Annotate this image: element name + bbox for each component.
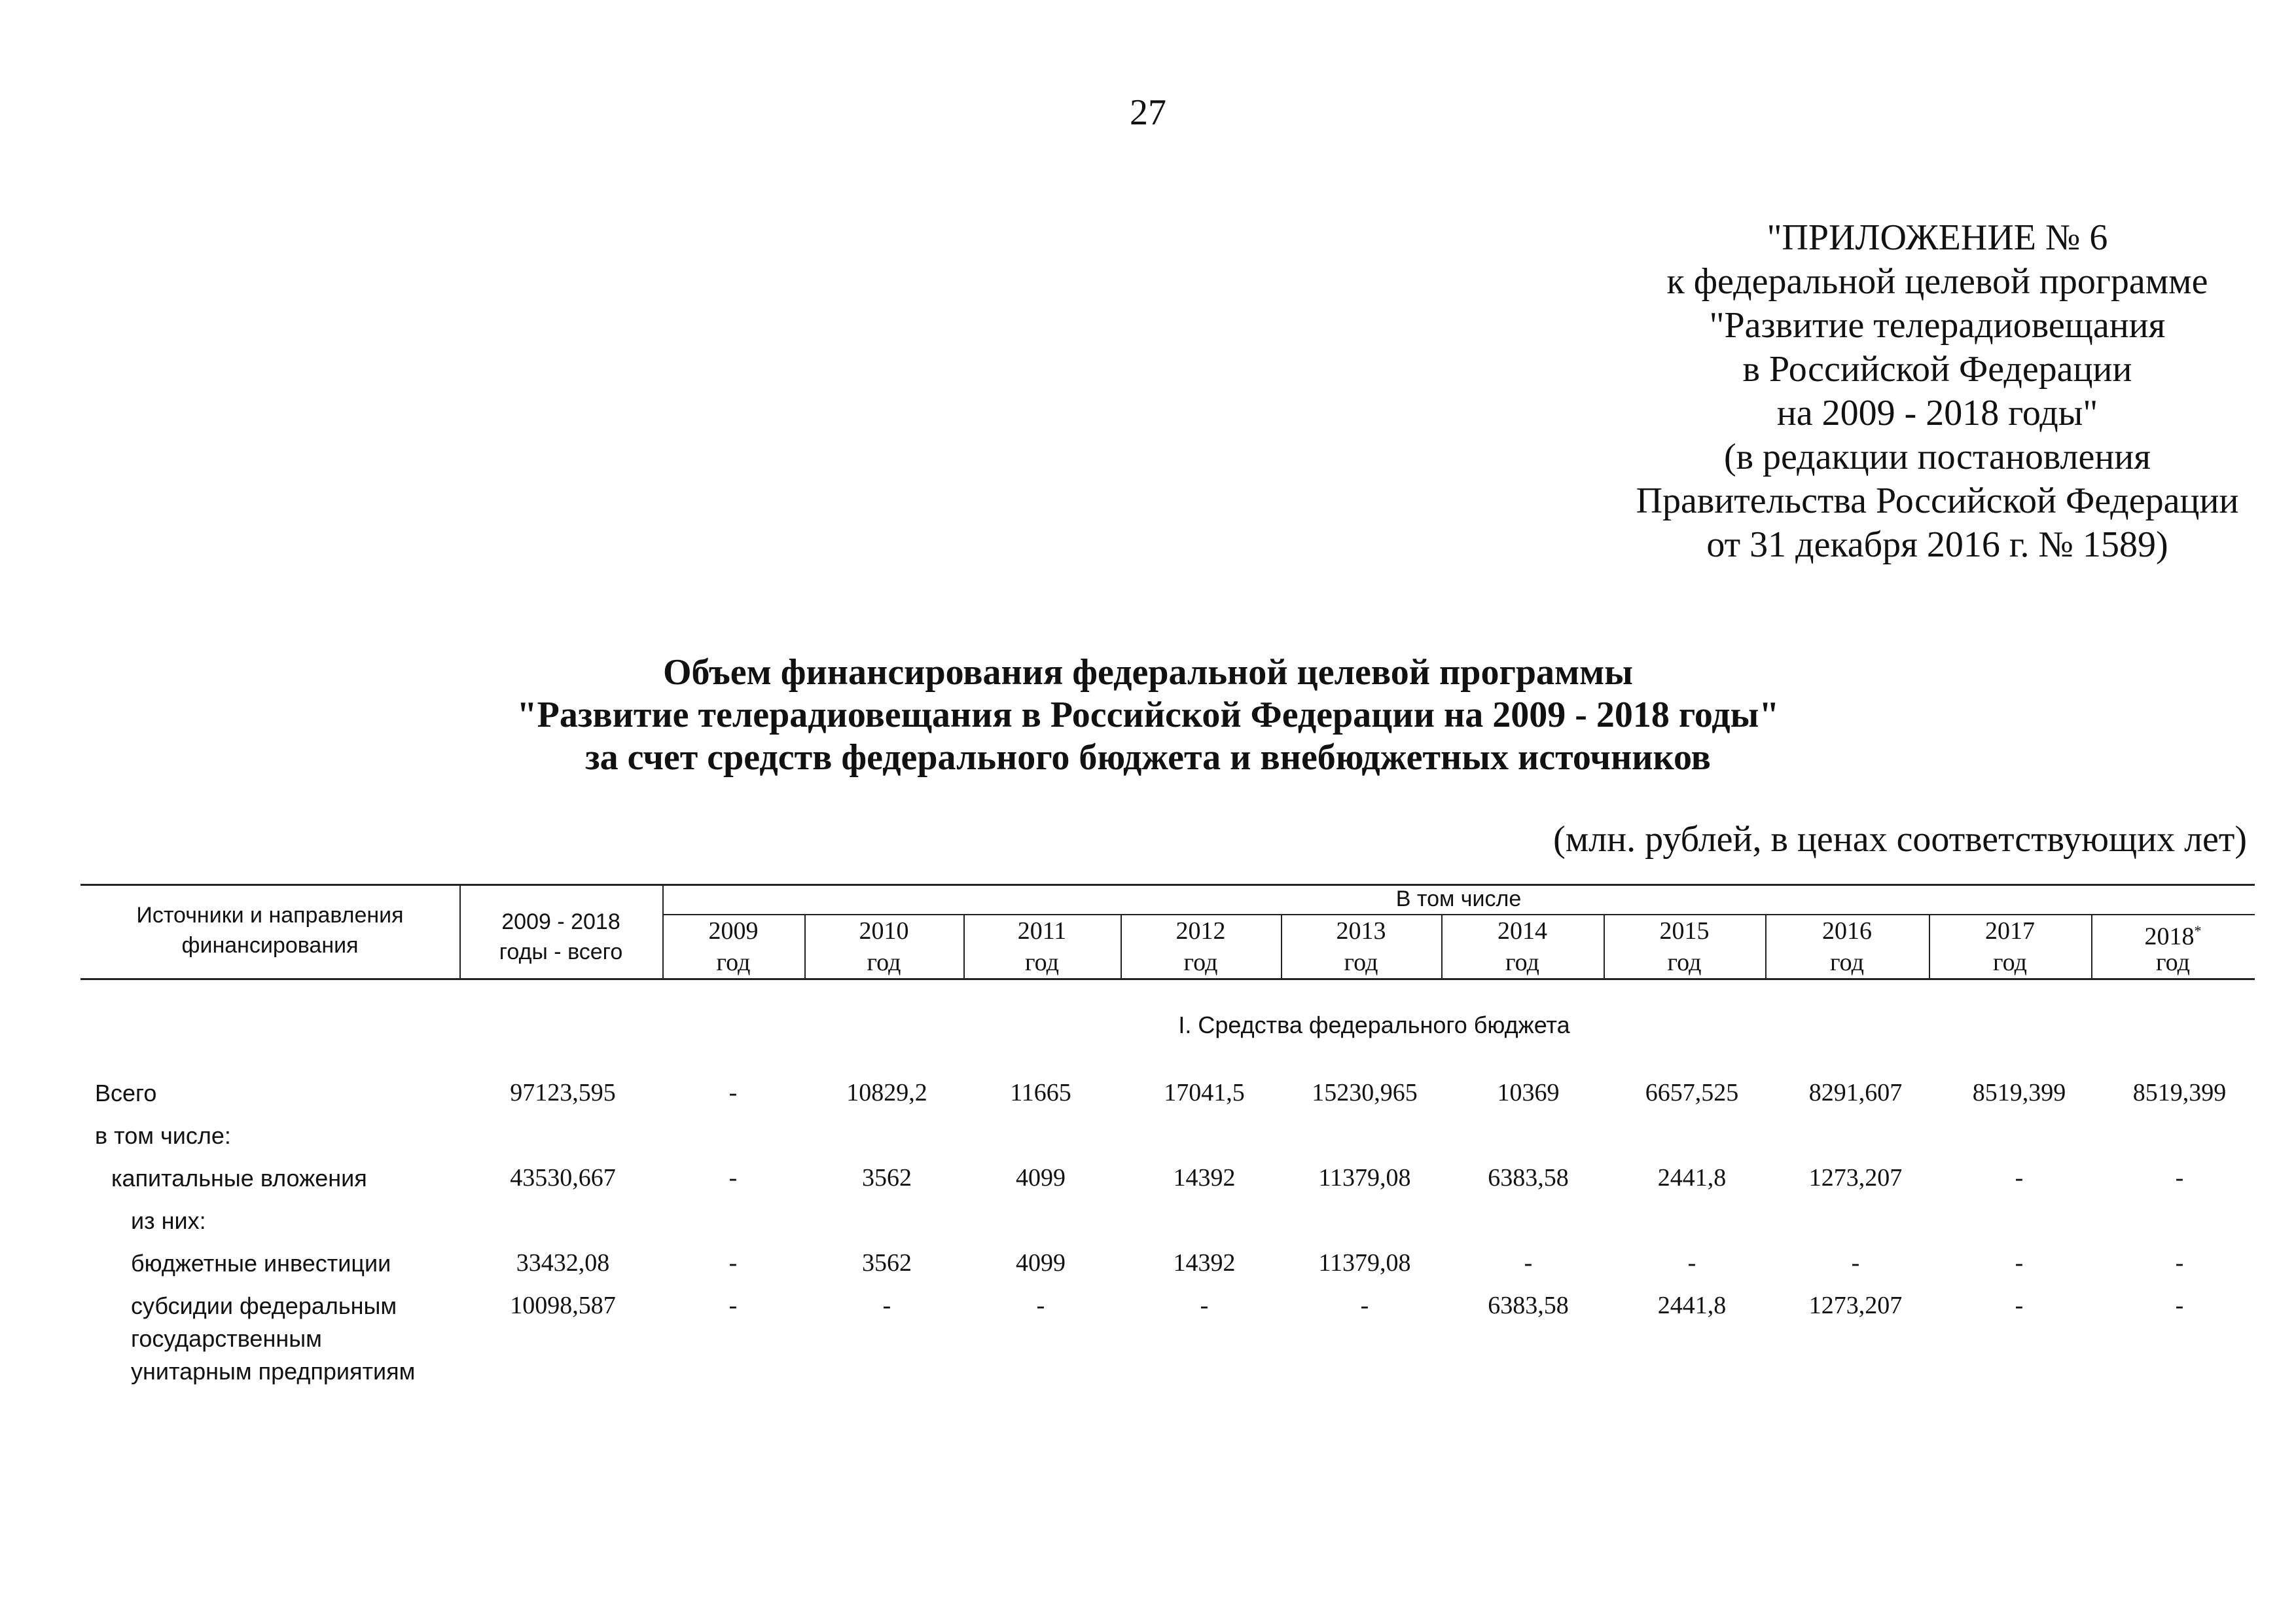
row-label: государственным bbox=[131, 1325, 322, 1352]
year-header-2011: 2011 bbox=[1017, 917, 1067, 945]
row-label: унитарным предприятиям bbox=[131, 1358, 416, 1385]
footnote-mark: * bbox=[2194, 922, 2202, 939]
table-cell: 8519,399 bbox=[1972, 1079, 2066, 1106]
table-cell: - bbox=[882, 1292, 891, 1319]
table-cell: - bbox=[1036, 1292, 1045, 1319]
appendix-line: к федеральной целевой программе bbox=[1666, 261, 2208, 302]
year-header-2018: 2018* bbox=[2144, 922, 2202, 951]
year-header-2016: 2016 bbox=[1822, 917, 1872, 945]
table-cell: - bbox=[2175, 1249, 2184, 1277]
table-cell: 6383,58 bbox=[1488, 1164, 1569, 1192]
year-unit-label: год bbox=[1830, 949, 1864, 976]
header-source-line2: финансирования bbox=[181, 933, 359, 958]
header-total-line1: 2009 - 2018 bbox=[501, 909, 620, 934]
table-cell: 6383,58 bbox=[1488, 1292, 1569, 1319]
document-title bbox=[0, 651, 2296, 779]
appendix-line: в Российской Федерации bbox=[1742, 349, 2132, 390]
row-label: субсидии федеральным bbox=[131, 1292, 397, 1319]
page-number: 27 bbox=[1130, 92, 1166, 133]
row-label: капитальные вложения bbox=[111, 1165, 367, 1192]
year-header-2014: 2014 bbox=[1498, 917, 1547, 945]
table-cell: - bbox=[728, 1079, 738, 1106]
appendix-line: Правительства Российской Федерации bbox=[1636, 481, 2239, 521]
table-cell: 6657,525 bbox=[1645, 1079, 1739, 1106]
year-unit-label: год bbox=[1993, 949, 2027, 976]
table-cell: 10369 bbox=[1497, 1079, 1560, 1106]
year-header-2012: 2012 bbox=[1175, 917, 1226, 945]
table-cell: 14392 bbox=[1173, 1164, 1236, 1192]
table-cell: 8291,607 bbox=[1808, 1079, 1903, 1106]
table-cell: - bbox=[728, 1249, 738, 1277]
year-header-2013: 2013 bbox=[1336, 917, 1386, 945]
table-cell: 1273,207 bbox=[1808, 1164, 1903, 1192]
table-cell: 17041,5 bbox=[1164, 1079, 1245, 1106]
table-cell: 11379,08 bbox=[1318, 1164, 1411, 1192]
year-header-2009: 2009 bbox=[708, 917, 759, 945]
row-total: 33432,08 bbox=[516, 1249, 610, 1277]
header-source-line1: Источники и направления bbox=[136, 903, 404, 928]
table-cell: 4099 bbox=[1016, 1249, 1066, 1277]
table-cell: 2441,8 bbox=[1657, 1292, 1727, 1319]
title-line-1: Объем финансирования федеральной целевой программы bbox=[662, 652, 1634, 693]
table-cell: - bbox=[2015, 1249, 2024, 1277]
header-including: В том числе bbox=[1395, 886, 1522, 911]
appendix-line: "ПРИЛОЖЕНИЕ № 6 bbox=[1767, 217, 2108, 258]
year-unit-label: год bbox=[1183, 949, 1218, 976]
appendix-line: "Развитие телерадиовещания bbox=[1709, 305, 2166, 346]
table-cell: - bbox=[2175, 1164, 2184, 1192]
table-cell: - bbox=[2175, 1292, 2184, 1319]
table-cell: 1273,207 bbox=[1808, 1292, 1903, 1319]
table-cell: - bbox=[728, 1164, 738, 1192]
row-label: бюджетные инвестиции bbox=[131, 1250, 391, 1277]
row-total: 43530,667 bbox=[510, 1164, 616, 1192]
table-cell: - bbox=[1360, 1292, 1369, 1319]
year-unit-label: год bbox=[1025, 949, 1059, 976]
year-unit-label: год bbox=[1667, 949, 1702, 976]
table-cell: 4099 bbox=[1016, 1164, 1066, 1192]
year-unit-label: год bbox=[716, 949, 751, 976]
appendix-line: от 31 декабря 2016 г. № 1589) bbox=[1706, 524, 2168, 565]
table-cell: - bbox=[728, 1292, 738, 1319]
appendix-block bbox=[1571, 216, 2296, 567]
section-title: I. Средства федерального бюджета bbox=[1178, 1012, 1570, 1038]
table-cell: - bbox=[1524, 1249, 1533, 1277]
year-header-2010: 2010 bbox=[859, 917, 909, 945]
row-total: 97123,595 bbox=[510, 1079, 616, 1106]
table-cell: 10829,2 bbox=[846, 1079, 927, 1106]
year-unit-label: год bbox=[1505, 949, 1539, 976]
year-header-2015: 2015 bbox=[1659, 917, 1710, 945]
table-cell: 11379,08 bbox=[1318, 1249, 1411, 1277]
title-line-2: "Развитие телерадиовещания в Российской Федерации на 2009 - 2018 годы" bbox=[516, 695, 1780, 735]
table-cell: - bbox=[1687, 1249, 1696, 1277]
table-cell: - bbox=[1200, 1292, 1209, 1319]
table-cell: 3562 bbox=[862, 1249, 912, 1277]
table-cell: 15230,965 bbox=[1312, 1079, 1418, 1106]
appendix-line: на 2009 - 2018 годы" bbox=[1776, 393, 2098, 433]
appendix-line: (в редакции постановления bbox=[1723, 437, 2151, 477]
row-label: из них: bbox=[131, 1207, 206, 1234]
table-cell: 2441,8 bbox=[1657, 1164, 1727, 1192]
table-cell: - bbox=[2015, 1292, 2024, 1319]
table-cell: - bbox=[2015, 1164, 2024, 1192]
table-cell: 8519,399 bbox=[2132, 1079, 2227, 1106]
table-cell: 11665 bbox=[1010, 1079, 1071, 1106]
title-line-3: за счет средств федерального бюджета и внебюджетных источников bbox=[585, 737, 1711, 778]
table-cell: 3562 bbox=[862, 1164, 912, 1192]
row-label: в том числе: bbox=[95, 1122, 231, 1149]
units-note: (млн. рублей, в ценах соответствующих лет) bbox=[1553, 819, 2247, 860]
table-cell: 14392 bbox=[1173, 1249, 1236, 1277]
year-header-2017: 2017 bbox=[1985, 917, 2035, 945]
table-cell: - bbox=[1851, 1249, 1860, 1277]
header-total-line2: годы - всего bbox=[499, 939, 623, 964]
year-unit-label: год bbox=[867, 949, 901, 976]
row-label: Всего bbox=[95, 1080, 157, 1106]
row-total: 10098,587 bbox=[510, 1292, 616, 1319]
year-unit-label: год bbox=[1344, 949, 1378, 976]
year-unit-label: год bbox=[2156, 949, 2190, 976]
